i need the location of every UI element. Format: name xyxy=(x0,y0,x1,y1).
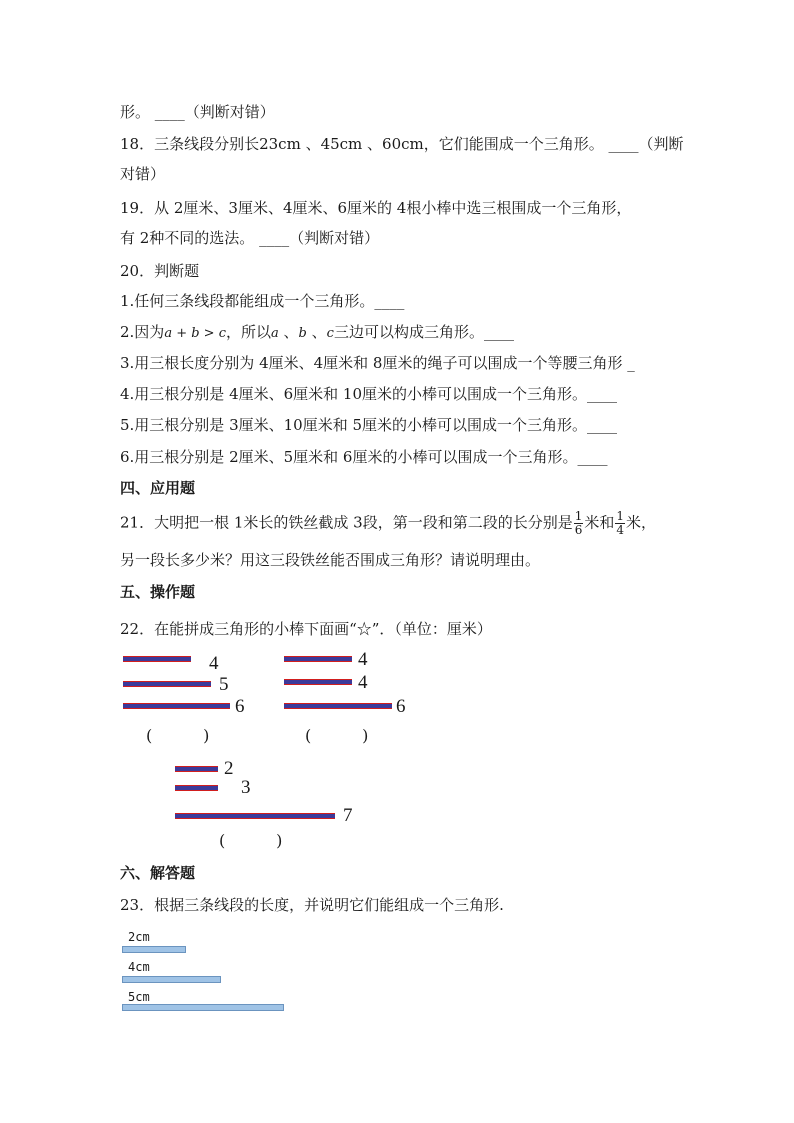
section-heading-6: 六、解答题 xyxy=(120,864,196,882)
question-21: 21．大明把一根 1米长的铁丝截成 3段，第一段和第二段的长分别是 $\frac{1}{6}$ 米和 $\frac{1}{4}$ 米， xyxy=(120,509,657,537)
question-19: 19．从 2厘米、3厘米、4厘米、6厘米的 4根小棒中选三根围成一个三角形， xyxy=(120,199,632,217)
question-18: 18．三条线段分别长23cm 、45cm 、60cm，它们能围成一个三角形。 ____（判断 xyxy=(120,135,684,153)
answer-blank[interactable]: ____ xyxy=(259,229,290,247)
segment-bar xyxy=(122,976,221,983)
stick xyxy=(175,766,218,772)
stick-length-label: 6 xyxy=(396,696,406,717)
answer-blank[interactable]: ____ xyxy=(608,135,639,153)
q20-item-2: 2.因为a + b > c，所以a 、b 、c三边可以构成三角形。____ xyxy=(120,323,514,341)
stick xyxy=(175,813,335,819)
answer-blank[interactable]: ____ xyxy=(587,416,618,434)
section-heading-4: 四、应用题 xyxy=(120,479,196,497)
stick xyxy=(123,681,211,687)
stick xyxy=(284,679,352,685)
segment-label: 2cm xyxy=(128,930,150,944)
question-17-tail: 形。 ____（判断对错） xyxy=(120,103,275,121)
segment-bar xyxy=(122,946,186,953)
q20-item-3: 3.用三根长度分别为 4厘米、4厘米和 8厘米的绳子可以围成一个等腰三角形 _ xyxy=(120,354,635,372)
stick-length-label: 4 xyxy=(358,649,368,670)
stick-length-label: 2 xyxy=(224,758,234,779)
section-heading-5: 五、操作题 xyxy=(120,583,196,601)
stick xyxy=(123,656,191,662)
stick xyxy=(284,656,352,662)
answer-parentheses[interactable]: ( ) xyxy=(146,726,210,745)
stick-length-label: 4 xyxy=(358,672,368,693)
answer-blank[interactable]: ____ xyxy=(374,292,405,310)
stick-length-label: 6 xyxy=(235,696,245,717)
stick-length-label: 7 xyxy=(343,805,353,826)
question-18-line2: 对错） xyxy=(120,165,166,183)
fraction-one-quarter: $\frac{1}{4}$ xyxy=(616,509,625,537)
segment-label: 4cm xyxy=(128,960,150,974)
answer-blank[interactable]: ____ xyxy=(154,103,185,121)
question-20-title: 20．判断题 xyxy=(120,262,200,280)
answer-blank[interactable]: ____ xyxy=(587,385,618,403)
stick xyxy=(284,703,392,709)
q20-item-5: 5.用三根分别是 3厘米、10厘米和 5厘米的小棒可以围成一个三角形。____ xyxy=(120,416,618,434)
q20-item-1: 1.任何三条线段都能组成一个三角形。____ xyxy=(120,292,405,310)
math-inequality: a + b > c xyxy=(164,326,226,341)
stick xyxy=(175,785,218,791)
q20-item-4: 4.用三根分别是 4厘米、6厘米和 10厘米的小棒可以围成一个三角形。____ xyxy=(120,385,618,403)
question-19-line2: 有 2种不同的选法。 ____（判断对错） xyxy=(120,229,380,247)
question-23: 23．根据三条线段的长度，并说明它们能组成一个三角形. xyxy=(120,896,504,914)
stick-length-label: 4 xyxy=(209,653,219,674)
answer-parentheses[interactable]: ( ) xyxy=(305,726,369,745)
answer-parentheses[interactable]: ( ) xyxy=(219,831,283,850)
question-21-line2: 另一段长多少米？用这三段铁丝能否围成三角形？请说明理由。 xyxy=(120,551,541,569)
stick xyxy=(123,703,230,709)
question-22: 22．在能拼成三角形的小棒下面画“☆”．（单位：厘米） xyxy=(120,620,492,638)
segment-label: 5cm xyxy=(128,990,150,1004)
answer-blank[interactable]: ____ xyxy=(577,448,608,466)
answer-blank[interactable]: ____ xyxy=(483,323,514,341)
fraction-one-sixth: $\frac{1}{6}$ xyxy=(574,509,583,537)
segment-bar xyxy=(122,1004,284,1011)
stick-length-label: 3 xyxy=(241,777,251,798)
stick-length-label: 5 xyxy=(219,674,229,695)
q20-item-6: 6.用三根分别是 2厘米、5厘米和 6厘米的小棒可以围成一个三角形。____ xyxy=(120,448,608,466)
